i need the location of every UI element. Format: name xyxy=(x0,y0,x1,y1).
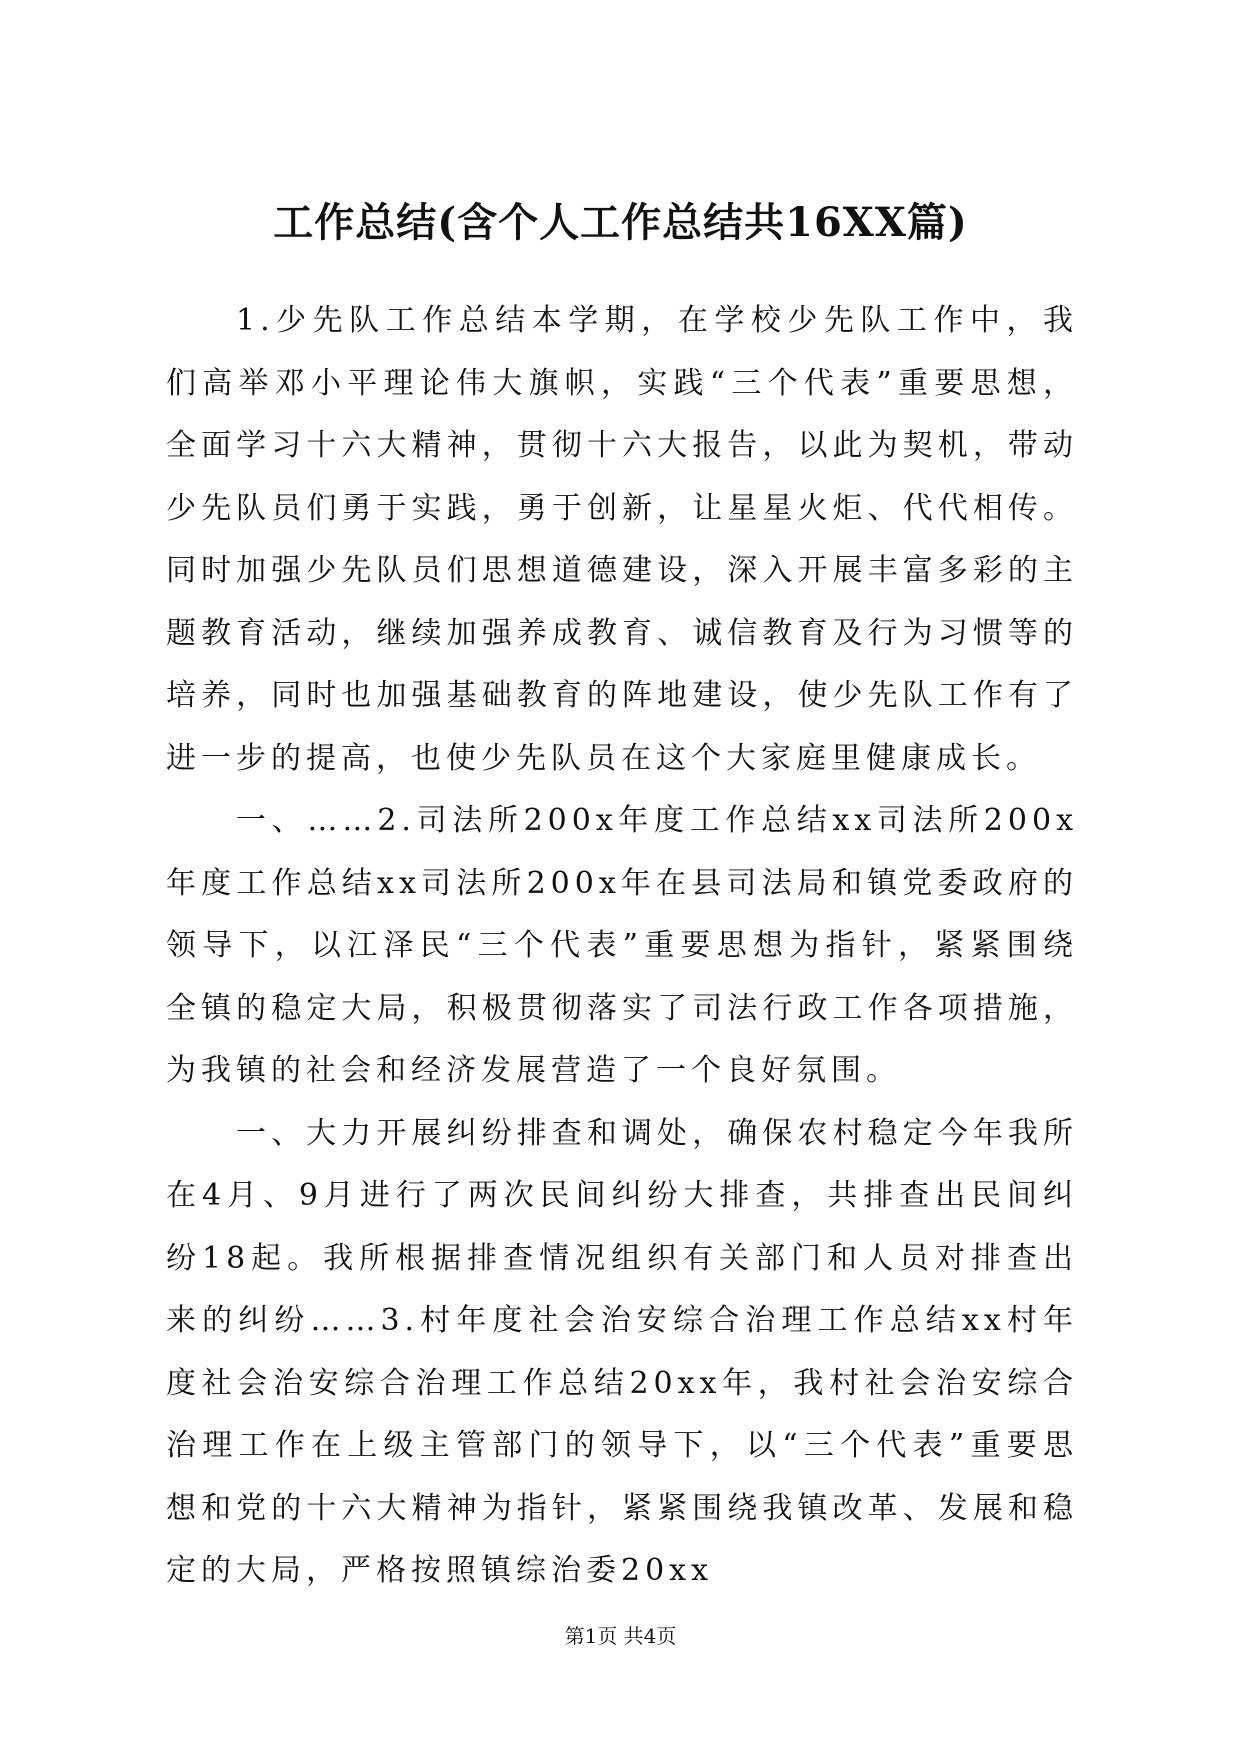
paragraph-1: 1.少先队工作总结本学期，在学校少先队工作中，我们高举邓小平理论伟大旗帜，实践“三个代表”重要思想，全面学习十六大精神，贯彻十六大报告，以此为契机，带动少先队员们勇于实践，勇于创新，让星星火炬、代代相传。同时加强少先队员们思想道德建设，深入开展丰富多彩的主题教育活动，继续加强养成教育、诚信教育及行为习惯等的培养，同时也加强基础教育的阵地建设，使少先队工作有了进一步的提高，也使少先队员在这个大家庭里健康成长。 xyxy=(166,303,1078,776)
document-body xyxy=(166,290,1078,1603)
paragraph-3: 一、大力开展纠纷排查和调处，确保农村稳定今年我所在4月、9月进行了两次民间纠纷大排查，共排查出民间纠纷18起。我所根据排查情况组织有关部门和人员对排查出来的纠纷……3.村年度社会治安综合治理工作总结xx村年度社会治安综合治理工作总结20xx年，我村社会治安综合治理工作在上级主管部门的领导下，以“三个代表”重要思想和党的十六大精神为指针，紧紧围绕我镇改革、发展和稳定的大局，严格按照镇综治委20xx xyxy=(166,1115,1078,1588)
page-footer: 第1页 共4页 xyxy=(564,1624,677,1648)
paragraph-2: 一、……2.司法所200x年度工作总结xx司法所200x年度工作总结xx司法所200x年在县司法局和镇党委政府的领导下，以江泽民“三个代表”重要思想为指针，紧紧围绕全镇的稳定大局，积极贯彻落实了司法行政工作各项措施，为我镇的社会和经济发展营造了一个良好氛围。 xyxy=(166,803,1078,1088)
document-title: 工作总结(含个人工作总结共16XX篇) xyxy=(273,199,968,246)
